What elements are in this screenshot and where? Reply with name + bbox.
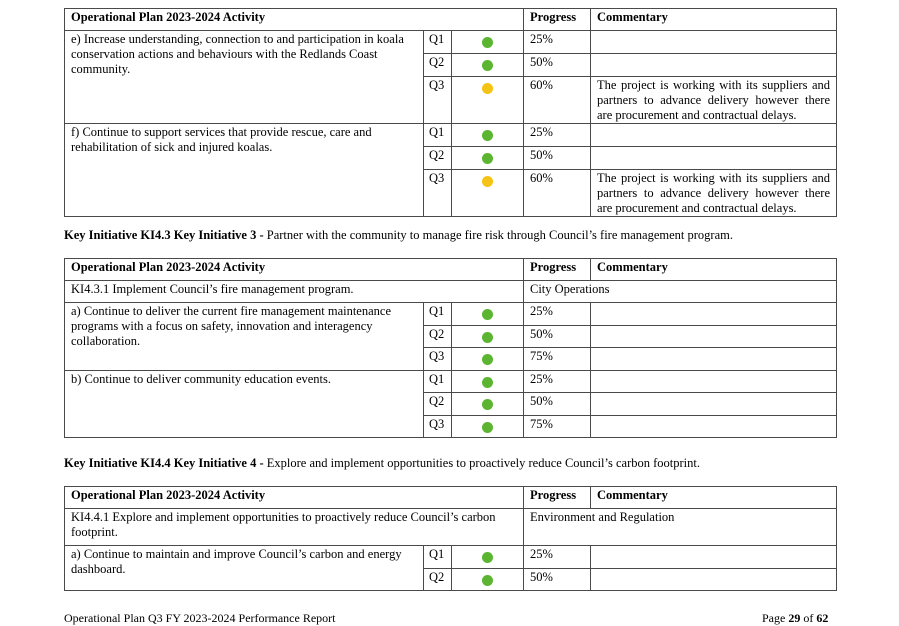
quarter-label: Q2	[424, 147, 452, 170]
header-progress: Progress	[524, 259, 591, 281]
progress-value: 75%	[524, 416, 591, 438]
quarter-label: Q1	[424, 546, 452, 569]
green-status-dot-icon	[482, 552, 493, 563]
commentary-cell	[591, 546, 837, 569]
header-progress: Progress	[524, 9, 591, 31]
header-commentary: Commentary	[591, 9, 837, 31]
status-indicator	[452, 147, 524, 170]
progress-value: 50%	[524, 54, 591, 77]
key-initiative-description: Explore and implement opportunities to proactively reduce Council’s carbon footprint.	[263, 456, 700, 470]
page-total: 62	[816, 611, 829, 625]
activity-description: e) Increase understanding, connection to and participation in koala conservation actions and behaviours with the Redlands Coast community.	[65, 31, 424, 124]
key-initiative-title: Key Initiative KI4.3 Key Initiative 3 -	[64, 228, 264, 242]
status-indicator	[452, 124, 524, 147]
table-header-row	[65, 9, 837, 31]
header-activity: Operational Plan 2023-2024 Activity	[65, 487, 524, 509]
yellow-status-dot-icon	[482, 176, 493, 187]
green-status-dot-icon	[482, 399, 493, 410]
footer-page-number	[762, 611, 828, 626]
page-label: Page	[762, 611, 789, 625]
green-status-dot-icon	[482, 332, 493, 343]
commentary-cell	[591, 54, 837, 77]
key-initiative-heading	[64, 456, 700, 471]
progress-value: 50%	[524, 569, 591, 591]
status-indicator	[452, 569, 524, 591]
table-row	[65, 303, 837, 326]
green-status-dot-icon	[482, 422, 493, 433]
quarter-label: Q3	[424, 416, 452, 438]
quarter-label: Q2	[424, 393, 452, 416]
table-row	[65, 31, 837, 54]
progress-value: 50%	[524, 326, 591, 348]
quarter-label: Q1	[424, 303, 452, 326]
green-status-dot-icon	[482, 153, 493, 164]
green-status-dot-icon	[482, 309, 493, 320]
table-row	[65, 546, 837, 569]
yellow-status-dot-icon	[482, 83, 493, 94]
service-description: KI4.4.1 Explore and implement opportunities to proactively reduce Council’s carbon footprint.	[65, 509, 524, 546]
quarter-label: Q3	[424, 348, 452, 371]
header-commentary: Commentary	[591, 487, 837, 509]
progress-value: 60%	[524, 77, 591, 124]
status-indicator	[452, 348, 524, 371]
progress-value: 50%	[524, 147, 591, 170]
status-indicator	[452, 31, 524, 54]
status-indicator	[452, 371, 524, 393]
key-initiative-description: Partner with the community to manage fire risk through Council’s fire management program.	[263, 228, 733, 242]
quarter-label: Q3	[424, 170, 452, 217]
status-indicator	[452, 546, 524, 569]
commentary-cell: The project is working with its suppliers and partners to advance delivery however there are procurement and contractual delays.	[591, 77, 837, 124]
progress-value: 25%	[524, 303, 591, 326]
commentary-cell	[591, 371, 837, 393]
commentary-cell: The project is working with its suppliers and partners to advance delivery however there are procurement and contractual delays.	[591, 170, 837, 217]
status-indicator	[452, 77, 524, 124]
progress-value: 25%	[524, 31, 591, 54]
status-indicator	[452, 416, 524, 438]
green-status-dot-icon	[482, 60, 493, 71]
quarter-label: Q2	[424, 326, 452, 348]
status-indicator	[452, 326, 524, 348]
page-current: 29	[788, 611, 801, 625]
progress-value: 75%	[524, 348, 591, 371]
activity-description: f) Continue to support services that provide rescue, care and rehabilitation of sick and injured koalas.	[65, 124, 424, 217]
status-indicator	[452, 54, 524, 77]
progress-value: 25%	[524, 124, 591, 147]
table-header-row	[65, 487, 837, 509]
activity-table-fire	[64, 258, 837, 438]
activity-description: b) Continue to deliver community education events.	[65, 371, 424, 438]
status-indicator	[452, 170, 524, 217]
quarter-label: Q1	[424, 124, 452, 147]
header-activity: Operational Plan 2023-2024 Activity	[65, 9, 524, 31]
table-row	[65, 124, 837, 147]
quarter-label: Q3	[424, 77, 452, 124]
green-status-dot-icon	[482, 130, 493, 141]
activity-description: a) Continue to deliver the current fire management maintenance programs with a focus on safety, innovation and interagency collaboration.	[65, 303, 424, 371]
table-header-row	[65, 259, 837, 281]
header-progress: Progress	[524, 487, 591, 509]
header-activity: Operational Plan 2023-2024 Activity	[65, 259, 524, 281]
commentary-cell	[591, 31, 837, 54]
activity-table-koala	[64, 8, 837, 217]
table-row	[65, 371, 837, 393]
status-indicator	[452, 393, 524, 416]
quarter-label: Q1	[424, 371, 452, 393]
key-initiative-title: Key Initiative KI4.4 Key Initiative 4 -	[64, 456, 264, 470]
commentary-cell	[591, 348, 837, 371]
header-commentary: Commentary	[591, 259, 837, 281]
activity-table-carbon	[64, 486, 837, 591]
green-status-dot-icon	[482, 354, 493, 365]
progress-value: 60%	[524, 170, 591, 217]
quarter-label: Q2	[424, 54, 452, 77]
service-row	[65, 509, 837, 546]
commentary-cell	[591, 416, 837, 438]
quarter-label: Q1	[424, 31, 452, 54]
commentary-cell	[591, 326, 837, 348]
page-of-label: of	[800, 611, 817, 625]
green-status-dot-icon	[482, 377, 493, 388]
activity-description: a) Continue to maintain and improve Council’s carbon and energy dashboard.	[65, 546, 424, 591]
progress-value: 50%	[524, 393, 591, 416]
status-indicator	[452, 303, 524, 326]
footer-report-title: Operational Plan Q3 FY 2023-2024 Performance Report	[64, 611, 336, 625]
service-description: KI4.3.1 Implement Council’s fire management program.	[65, 281, 524, 303]
key-initiative-heading	[64, 228, 733, 243]
green-status-dot-icon	[482, 575, 493, 586]
service-owner: City Operations	[524, 281, 837, 303]
quarter-label: Q2	[424, 569, 452, 591]
service-row	[65, 281, 837, 303]
commentary-cell	[591, 393, 837, 416]
commentary-cell	[591, 124, 837, 147]
green-status-dot-icon	[482, 37, 493, 48]
progress-value: 25%	[524, 546, 591, 569]
progress-value: 25%	[524, 371, 591, 393]
service-owner: Environment and Regulation	[524, 509, 837, 546]
commentary-cell	[591, 147, 837, 170]
commentary-cell	[591, 569, 837, 591]
commentary-cell	[591, 303, 837, 326]
